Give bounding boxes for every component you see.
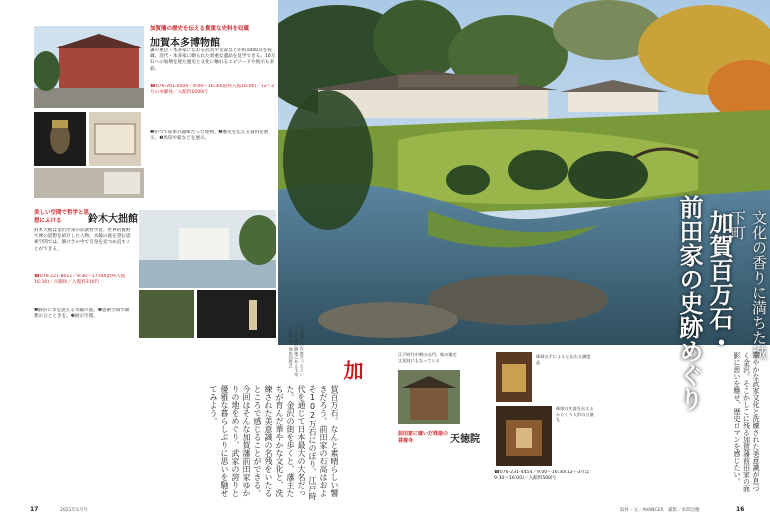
temple-doll-caption: 珠姫の生涯を伝えるからくり人形の公演も — [556, 406, 594, 423]
dark-room-image — [197, 290, 276, 338]
temple-gate-photo — [398, 370, 460, 424]
temple-gate-image — [398, 370, 460, 424]
suzuki-notes: ❶静かに水を湛える水鏡の庭。❷思索空間で瞑想のひとときを。❸展示空間。 — [34, 308, 130, 320]
suzuki-water-photo — [139, 210, 276, 288]
honda-info: ☎076-261-0500／9:00～16:30(最終入館16:00)／12～2月の木曜休／入館料1000円 — [150, 84, 275, 96]
temple-hall-photo — [496, 352, 532, 402]
brick-building-image — [34, 26, 144, 108]
karakuri-doll-image — [496, 406, 552, 466]
suzuki-tagline: 美しい空間で哲学と思想にふける — [34, 210, 90, 224]
right-page-credit: 取材・文／AVANCER 撮影／本間昌樹 — [620, 508, 700, 513]
article-dropcap: 加 — [340, 360, 364, 380]
suzuki-room-photo — [197, 290, 276, 338]
armor-image — [34, 112, 86, 166]
right-page-number: 16 — [736, 506, 745, 513]
suzuki-name: 鈴木大拙館 — [88, 214, 138, 225]
hero-photo-caption: 加賀藩主の作庭だったという金沢城の跡地にある玉泉院丸庭園。池泉回遊式 — [288, 326, 305, 377]
honda-notes: ❶かつて陸軍兵器庫だった建物。❷歴史を伝える資料を展示。❸馬印や鎧などを展示。 — [150, 130, 269, 142]
article-body: 賀百万石。なんと素晴らしい響きだろう。前田家の石高はおよそ102万石にのぼり、江戸時代を通じて日本最大の大名だった。金沢の街を歩くと、藩主たちが育んだ華やかな文化と、洗練された美意識の名残をいたるところで感じることができる。今回はそんな加賀藩前田家ゆかりの地をめぐり、武家の誇りと優雅な暮らしぶりに思いを馳せてみよう。 — [209, 385, 339, 500]
temple-tagline: 前田家に嫁いだ珠姫の菩提寺 — [398, 431, 449, 444]
left-page-number: 17 — [30, 506, 39, 513]
honda-interior-photo — [34, 168, 144, 198]
temple-section — [398, 352, 594, 502]
suzuki-body: 鈴木大拙は金沢出身の仏教哲学者。世界的視野で禅の思想を紹介した人物。水鏡の庭を望む思索空間では、静けさの中で自身を見つめ直すことができる。 — [34, 228, 131, 252]
honda-body: 藩の重臣・本多家に伝わる武具や文書などが約1000点を収蔵。近代・本多家に贈られた貴重な遺品を見学できる。10万石への加増を経た歴史と文化に触れるエピソードや展示も多彩。 — [150, 48, 276, 72]
suzuki-garden-photo — [139, 290, 194, 338]
left-magazine-issue: 2021年2月号 — [60, 508, 88, 513]
temple-hall-caption: 珠姫の手によると伝わる調度品 — [536, 354, 591, 365]
mirror-pool-image — [139, 210, 276, 288]
interior-image — [34, 168, 144, 198]
honda-brick-photo — [34, 26, 144, 108]
honda-tagline: 加賀藩の歴史を伝える貴重な史料を収蔵 — [150, 26, 250, 32]
suzuki-info: ☎076-221-8011／9:30～17:00(最終入館16:30)／月曜休／入館料310円 — [34, 274, 126, 286]
scroll-image — [89, 112, 141, 166]
temple-info: ☎076-231-4454／9:00～16:30(12～3月は9:30～16:00)／入館料500円 — [494, 470, 590, 482]
temple-name: 天徳院 — [450, 434, 480, 445]
hero-lead: 華やかな武家文化と洗練された美意識が息づく金沢。そこかしこに残る加賀藩前田家の面影に思いを馳せ、歴史ロマンを感じたい。 — [733, 352, 760, 492]
temple-gate-caption: 江戸時代中期の山門。県の指定文化財にもなっている — [398, 352, 457, 363]
hero-title-1: 加賀百万石・ — [705, 210, 734, 354]
honda-armor-photo — [34, 112, 86, 166]
temple-doll-photo — [496, 406, 552, 466]
honda-name: 加賀本多博物館 — [150, 38, 220, 49]
honda-section — [34, 18, 276, 198]
furniture-image — [496, 352, 532, 402]
hero-title-2: 前田家の史跡めぐり — [675, 195, 704, 411]
honda-scroll-photo — [89, 112, 141, 166]
hero-kicker: 文化の香りに満ちた城下町 — [729, 210, 768, 360]
